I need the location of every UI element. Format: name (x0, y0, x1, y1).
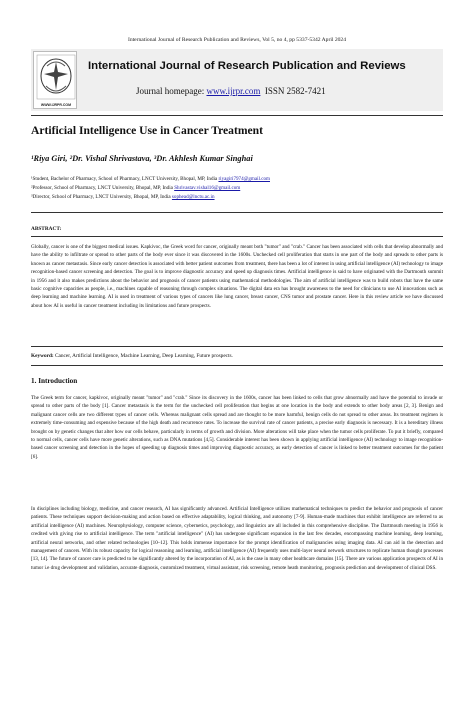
header-divider (31, 115, 443, 116)
logo-text: WWW.IJRPR.COM (40, 103, 72, 107)
divider (31, 346, 443, 347)
section-heading: 1. Introduction (31, 377, 78, 385)
logo-emblem-icon (34, 52, 78, 102)
journal-header (31, 49, 443, 111)
intro-paragraph-2: In disciplines including biology, medicine, and cancer research, AI has significantly advanced. Artificial Intelligence utilizes mathematical techniques to predict the behavior and prognosis of cancer patients. These techniques support decision-making and action based on effective adaptability, logical thinking, and autonomy [7-9]. Human-made machines that exhibit intelligence are referred to as artificial intelligence (AI) machines. Neurophysiology, computer science, cybernetics, psychology, and linguistics are all included in this comprehensive discipline. The Dartmouth meeting in 1956 is credited with giving rise to artificial intelligence. The term "artificial intelligence" (AI) has undergone significant expansion in the last few decades, encompassing machine learning, deep learning, artificial neural networks, and other related technologies [10–12]. This holds immense importance for the prompt identification of malignancies using imaging data. AI can aid in the detection and management of cancers. With its robust capacity for logical reasoning and learning, artificial intelligence (AI) frequently uses multi-layer neural network structures to replicate human thought processes [13, 14]. The future of cancer care is predicted to be significantly altered by the incorporation of AI, as is the case in many other healthcare domains [15]. There are various application prospects of AI in tumor i.e drug development and validation, accurate diagnosis, customized treatment, virtual assistant, risk screening, remote heath monitoring, prognosis prediction and development of clinical DSS. (31, 506, 443, 571)
issn: ISSN 2582-7421 (264, 86, 326, 96)
divider (31, 236, 443, 237)
journal-title: International Journal of Research Publication and Reviews (88, 60, 406, 72)
abstract-text: Globally, cancer is one of the biggest medical issues. Kapkivoc, the Greek word for cancer, originally meant both "tumor" and "crab." Cancer has been associated with cells that develop abnormally and have the ability to infiltrate or spread to other parts of the body ever since it was discovered in the 1600s. Unchecked cell proliferation that starts in one part of the body and spreads to other parts is known as cancer metastasis. Since early cancer detection is associated with better patient outcomes from treatment, there has been a lot of interest in using artificial intelligence (AI) technology to image recognition-based cancer screening and detection. The goal is to improve diagnostic accuracy and speed up diagnosis times. Artificial intelligence is said to have originated with the Dartmouth summit in 1956 and it also makes predictions about the behavior and prognosis of cancer patients using mathematical methodologies. The aim of artificial intelligence was to build robots that have the same basic cognitive capacities as people, i.e., machines capable of reasoning through complex situations. The digital data era has brought awareness to the need for clinicians to use AI innovations such as deep learning and machine learning. AI is used in treatment of various types of cancers like lung cancer, breast cancer, CNS tumor and prostate cancer. Here in this review article we have discussed about how AI is useful in cancer treatment including its limitations and future prospects. (31, 244, 443, 309)
intro-paragraph-1: The Greek term for cancer, kapkivoc, originally meant "tumor" and "crab." Since its discovery in the 1600s, cancer has been linked to cells that grow abnormally and have the potential to invade or spread to other parts of the body [1]. Cancer metastasis is the term for the unchecked cell proliferation that begins at one location in the body and extends to other body areas [2, 3]. Benign and malignant cancer cells are two different types of cancer cells. Whereas malignant cells spread and are thought to be more harmful, benign cells do not spread to other areas. Its treatment regimen is extremely time-consuming and expensive because of the high death and recurrence rates. To increase the survival rate of cancer patients, a precise early diagnosis is necessary. It is a hereditary illness brought on by genetic changes that alter how our cells behave, particularly in terms of growth and division. More alterations will take place when the tumor cells proliferate. To put it briefly, compared to normal cells, cancer cells have more genetic alterations, such as DNA mutations [4,5]. Considerable interest has been shown in applying artificial intelligence (AI) technology to image recognition-based cancer screening and detection in the hopes of speeding up diagnosis times and improving diagnostic accuracy, as early detection of cancer is linked to better treatment outcomes for the patient [6]. (31, 395, 443, 460)
journal-logo (33, 51, 77, 109)
affiliation-text: ³Director, School of Pharmacy, LNCT University, Bhopal, MP, India (31, 194, 172, 200)
running-head: International Journal of Research Publication and Reviews, Vol 5, no 4, pp 5337-5342 April 2024 (127, 37, 347, 43)
email-link[interactable]: sophead@lnctu.ac.in (171, 194, 215, 200)
paper-authors: ¹Riya Giri, ²Dr. Vishal Shrivastava, ³Dr. Akhlesh Kumar Singhai (31, 154, 253, 163)
affiliation-1 (31, 176, 270, 182)
homepage-prefix: Journal homepage: (136, 86, 207, 96)
journal-homepage (136, 86, 436, 96)
keywords (31, 353, 233, 359)
divider (31, 365, 443, 366)
keywords-label: Keyword: (31, 353, 54, 359)
affiliation-3 (31, 194, 215, 200)
paper-title: Artificial Intelligence Use in Cancer Treatment (31, 124, 263, 137)
email-link[interactable]: Shrivastav.vishal16@gmail.com (174, 185, 241, 191)
affiliation-text: ²Professor, School of Pharmacy, LNCT University, Bhopal, MP, India (31, 185, 175, 191)
divider (31, 212, 443, 213)
email-link[interactable]: riyagiri7974@gmail.com (218, 176, 270, 182)
affiliation-text: ¹Student, Bachelor of Pharmacy, School of Pharmacy, LNCT University, Bhopal, MP, India (31, 176, 219, 182)
homepage-link[interactable]: www.ijrpr.com (206, 86, 261, 96)
affiliation-2 (31, 185, 240, 191)
abstract-label: ABSTRACT: (31, 226, 62, 232)
keywords-text: Cancer, Artificial Intelligence, Machine Learning, Deep Learning, Future prospects. (53, 353, 233, 359)
